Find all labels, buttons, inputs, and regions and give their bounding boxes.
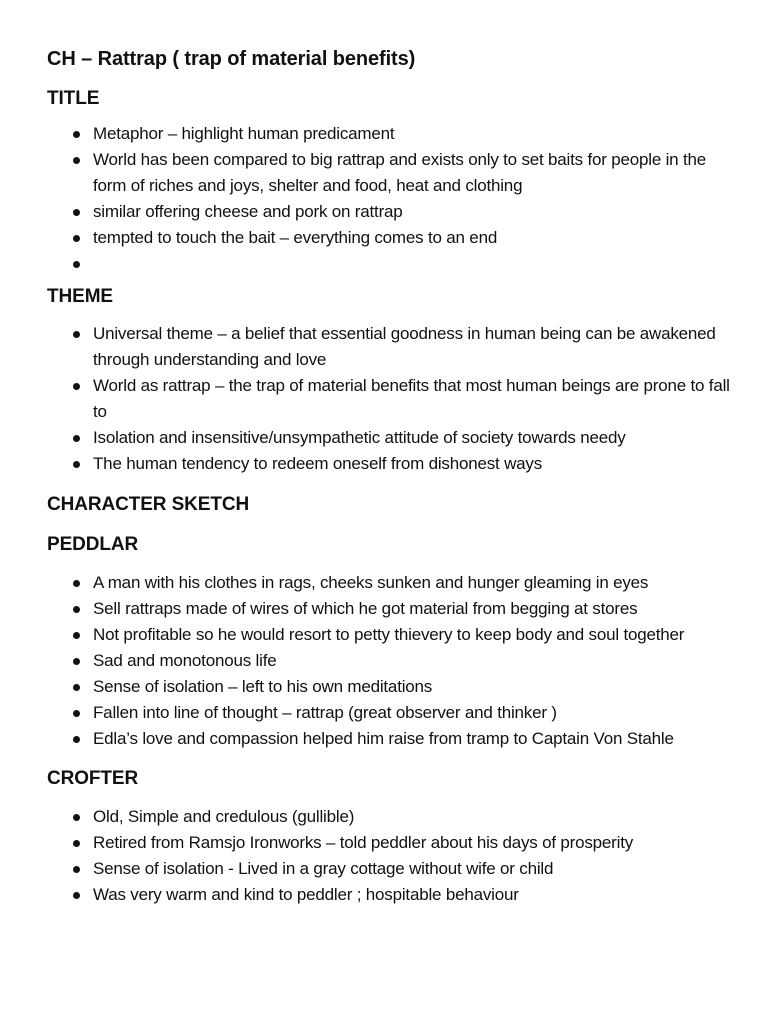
- list-item-empty: [47, 251, 737, 277]
- list-item-text: Was very warm and kind to peddler ; hospitable behaviour: [93, 885, 519, 904]
- list-item-text: Isolation and insensitive/unsympathetic attitude of society towards needy: [93, 428, 626, 447]
- list-item: [47, 425, 737, 451]
- list-item-text: Sad and monotonous life: [93, 651, 277, 670]
- title-bullet-list: [47, 121, 737, 277]
- bullet-icon: [73, 710, 80, 717]
- document-page: [47, 44, 737, 908]
- list-item: [47, 648, 737, 674]
- bullet-icon: [73, 331, 80, 338]
- list-item: [47, 622, 737, 648]
- document-title: CH – Rattrap ( trap of material benefits): [47, 48, 416, 70]
- list-item: [47, 570, 737, 596]
- list-item: [47, 674, 737, 700]
- list-item-text: A man with his clothes in rags, cheeks sunken and hunger gleaming in eyes: [93, 573, 649, 592]
- bullet-icon: [73, 580, 80, 587]
- list-item: [47, 225, 737, 251]
- list-item: [47, 199, 737, 225]
- list-item: [47, 700, 737, 726]
- bullet-icon: [73, 435, 80, 442]
- list-item-text: World as rattrap – the trap of material benefits that most human beings are prone to fall to: [93, 376, 730, 421]
- crofter-bullet-list: [47, 804, 737, 908]
- bullet-icon: [73, 840, 80, 847]
- section-heading-peddlar: PEDDLAR: [47, 534, 139, 555]
- list-item-text: Metaphor – highlight human predicament: [93, 124, 395, 143]
- list-item-text: Old, Simple and credulous (gullible): [93, 807, 355, 826]
- bullet-icon: [73, 235, 80, 242]
- list-item-text: Sell rattraps made of wires of which he got material from begging at stores: [93, 599, 638, 618]
- bullet-icon: [73, 632, 80, 639]
- list-item-text: Fallen into line of thought – rattrap (great observer and thinker ): [93, 703, 557, 722]
- bullet-icon: [73, 736, 80, 743]
- list-item: [47, 121, 737, 147]
- list-item: [47, 373, 737, 425]
- list-item-text: tempted to touch the bait – everything comes to an end: [93, 228, 498, 247]
- list-item-text: The human tendency to redeem oneself from dishonest ways: [93, 454, 542, 473]
- list-item-text: Universal theme – a belief that essential goodness in human being can be awakened through understanding and love: [93, 324, 716, 369]
- bullet-icon: [73, 261, 80, 268]
- list-item-text: Sense of isolation – left to his own meditations: [93, 677, 433, 696]
- list-item-text: World has been compared to big rattrap and exists only to set baits for people in the form of riches and joys, shelter and food, heat and clothing: [93, 150, 706, 195]
- list-item-text: Not profitable so he would resort to petty thievery to keep body and soul together: [93, 625, 685, 644]
- bullet-icon: [73, 157, 80, 164]
- bullet-icon: [73, 131, 80, 138]
- list-item: [47, 147, 737, 199]
- bullet-icon: [73, 461, 80, 468]
- bullet-icon: [73, 814, 80, 821]
- list-item-text: Retired from Ramsjo Ironworks – told peddler about his days of prosperity: [93, 833, 634, 852]
- peddlar-bullet-list: [47, 570, 737, 752]
- bullet-icon: [73, 684, 80, 691]
- list-item: [47, 321, 737, 373]
- list-item: [47, 451, 737, 477]
- list-item-text: Edla’s love and compassion helped him raise from tramp to Captain Von Stahle: [93, 729, 674, 748]
- bullet-icon: [73, 658, 80, 665]
- list-item: [47, 726, 737, 752]
- list-item-text: similar offering cheese and pork on rattrap: [93, 202, 403, 221]
- bullet-icon: [73, 606, 80, 613]
- list-item: [47, 830, 737, 856]
- list-item: [47, 882, 737, 908]
- section-heading-theme: THEME: [47, 286, 114, 307]
- section-heading-character-sketch: CHARACTER SKETCH: [47, 494, 250, 515]
- list-item: [47, 856, 737, 882]
- bullet-icon: [73, 209, 80, 216]
- theme-bullet-list: [47, 321, 737, 477]
- section-heading-crofter: CROFTER: [47, 768, 139, 789]
- bullet-icon: [73, 866, 80, 873]
- bullet-icon: [73, 383, 80, 390]
- list-item: [47, 596, 737, 622]
- list-item-text: Sense of isolation - Lived in a gray cottage without wife or child: [93, 859, 554, 878]
- bullet-icon: [73, 892, 80, 899]
- list-item: [47, 804, 737, 830]
- section-heading-title: TITLE: [47, 88, 100, 109]
